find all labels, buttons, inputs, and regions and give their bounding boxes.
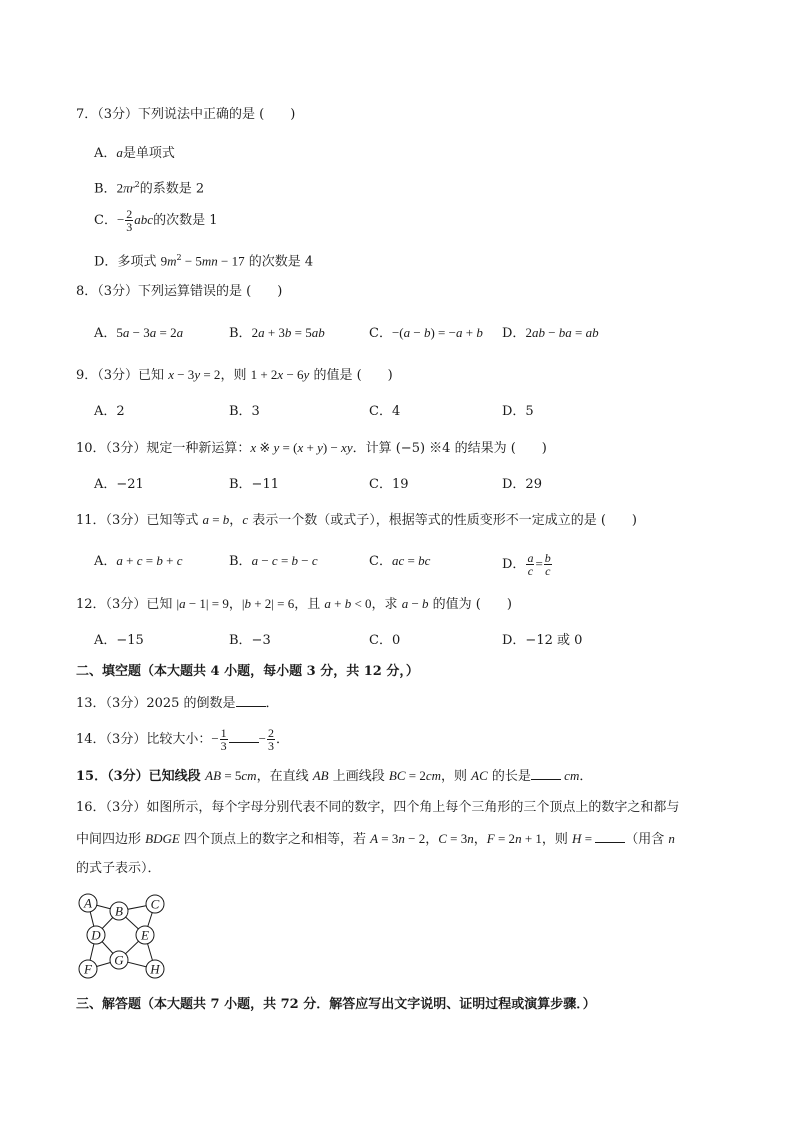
node-f: F <box>84 961 92 977</box>
option-label: A． <box>94 146 117 161</box>
q12-option-c: C．0 <box>369 633 401 648</box>
q9-option-a: A．2 <box>94 404 125 419</box>
node-a: A <box>84 895 92 911</box>
node-b: B <box>115 903 123 919</box>
q7-option-c: C．− $\frac{2}{3}$ abc的次数是 1 <box>94 207 218 234</box>
q7-option-a: A．a是单项式 <box>94 145 175 161</box>
q7-option-b: B．$2\pi r^2$的系数是 2 <box>94 180 205 197</box>
q8-option-d: D．2ab − ba = ab <box>502 325 599 341</box>
q9-option-c: C．4 <box>369 404 401 419</box>
q13-stem: 13．（3分）2025 的倒数是 ． <box>76 696 279 711</box>
q11-option-d: D． $\frac{a}{c}$ = $\frac{b}{c}$ <box>502 551 551 578</box>
q10-option-a: A．−21 <box>94 477 144 492</box>
option-text: 的次数是 1 <box>153 213 218 228</box>
answer-blank <box>229 730 259 743</box>
q11-option-a: A．a + c = b + c <box>94 553 183 569</box>
q10-option-b: B．−11 <box>229 477 279 492</box>
q8-option-b: B．2a + 3b = 5ab <box>229 325 325 341</box>
q7-stem: 7．（3分）下列说法中正确的是 ( ) <box>76 107 296 122</box>
option-label: B． <box>94 181 117 197</box>
option-label: D． <box>94 254 118 270</box>
node-e: E <box>141 927 149 943</box>
q7-option-d: D．多项式 $9m^2 - 5mn - 17$ 的次数是 4 <box>94 253 314 270</box>
node-d: D <box>91 927 101 943</box>
answer-blank <box>236 694 266 707</box>
q12-stem: 12．（3分）已知 |a − 1| = 9，|b + 2| = 6，且 a + b < 0，求 a − b 的值为 ( ) <box>76 596 512 612</box>
q10-option-c: C．19 <box>369 477 409 492</box>
q12-option-b: B．−3 <box>229 633 271 648</box>
q15-stem: 15．（3分）已知线段 AB = 5cm，在直线 AB 上画线段 BC = 2cm，则 AC 的长是 cm． <box>76 768 593 784</box>
q12-option-d: D．−12 或 0 <box>502 633 583 648</box>
q16-line1: 16．（3分）如图所示，每个字母分别代表不同的数字，四个角上每个三角形的三个顶点上的数字之和都与 <box>76 800 680 815</box>
q8-option-a: A．5a − 3a = 2a <box>94 325 184 341</box>
q11-option-c: C．ac = bc <box>369 553 431 569</box>
section-heading-fill-in: 二、填空题（本大题共 4 小题，每小题 3 分，共 12 分，） <box>76 664 419 679</box>
section-heading-solutions: 三、解答题（本大题共 7 小题，共 72 分．解答应写出文字说明、证明过程或演算步骤．） <box>76 997 596 1012</box>
q8-stem: 8．（3分）下列运算错误的是 ( ) <box>76 284 283 299</box>
answer-blank <box>595 830 625 843</box>
node-c: C <box>150 896 160 912</box>
option-label: C． <box>94 213 117 228</box>
q10-stem: 10．（3分）规定一种新运算：x ※ y = (x + y) − xy．计算 (−5) ※4 的结果为 ( ) <box>76 440 547 456</box>
q14-stem: 14．（3分）比较大小：− $\frac{1}{3}$ − $\frac{2}{3}$ ． <box>76 726 290 753</box>
q16-line2: 中间四边形 BDGE 四个顶点上的数字之和相等，若 A = 3n − 2，C = 3n，F = 2n + 1，则 H = （用含 n <box>76 831 675 847</box>
node-g: G <box>114 952 124 968</box>
q8-option-c: C．−(a − b) = −a + b <box>369 325 483 341</box>
option-text: 的系数是 2 <box>139 181 205 197</box>
q10-option-d: D．29 <box>502 477 542 492</box>
q16-diagram <box>74 890 174 982</box>
q16-line3: 的式子表示）． <box>76 861 161 876</box>
q11-stem: 11．（3分）已知等式 a = b，c 表示一个数（或式子），根据等式的性质变形不一定成立的是 ( ) <box>76 512 638 528</box>
answer-blank <box>531 767 561 780</box>
node-h: H <box>150 961 160 977</box>
q9-stem: 9．（3分）已知 x − 3y = 2，则 1 + 2x − 6y 的值是 ( ) <box>76 367 393 383</box>
q11-option-b: B．a − c = b − c <box>229 553 318 569</box>
option-text: 是单项式 <box>122 146 175 161</box>
q9-option-b: B．3 <box>229 404 260 419</box>
q9-option-d: D．5 <box>502 404 534 419</box>
q12-option-a: A．−15 <box>94 633 144 648</box>
